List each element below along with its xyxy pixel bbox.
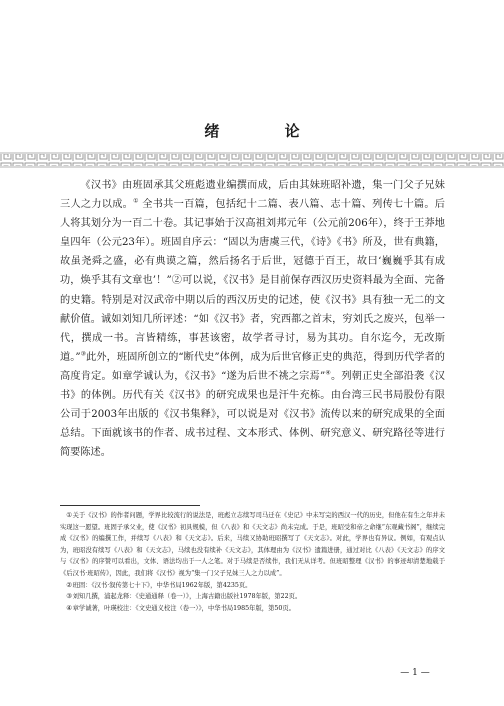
footnote: ③刘知几撰，浦起龙释：《史通通释（卷一）》，上海古籍出版社1978年版，第22页。 (66, 593, 302, 601)
chapter-title: 绪 论 (204, 122, 330, 140)
footnotes (60, 510, 445, 614)
footnote-ref[interactable]: ④ (325, 369, 331, 377)
footnote-divider (60, 505, 200, 506)
body-paragraph: 《汉书》由班固承其父班彪遗业编撰而成，后由其妹班昭补遗，集一门父子兄妹三人之力以成。① 全书共一百篇，包括纪十二篇、表八篇、志十篇、列传七十篇。后人将其划分为一百二十卷。其记事始于汉高祖刘邦元年（公元前206年），终于王莽地皇四年（公元23年）。班固自序云：“固以为唐虞三代，《诗》《书》所及，世有典籍，故虽尧舜之盛，必有典谟之篇，然后扬名于后世，冠德于百王，故曰‘巍巍乎其有成功，焕乎其有文章也’！”②可以说，《汉书》是目前保存西汉历史资料最为全面、完备的史籍。特别是对汉武帝中期以后的西汉历史的记述，使《汉书》具有独一无二的文献价值。诚如刘知几所评述：“如《汉书》者，究西都之首末，穷刘氏之废兴，包举一代，撰成一书。言皆精练，事甚该密，故学者寻讨，易为其功。自尔迄今，无改斯道。”③此外，班固所创立的“断代史”体例，成为后世官修正史的典范，得到历代学者的高度肯定。如章学诚认为，《汉书》“遂为后世不祧之宗焉”④。列朝正史全部沿袭《汉书》的体例。历代有关《汉书》的研究成果也是汗牛充栋。由台湾三民书局股份有限公司于2003年出版的《汉书集释》，可以说是对《汉书》流传以来的研究成果的全面总结。下面就该书的作者、成书过程、文本形式、体例、研究意义、研究路径等进行简要陈述。 (60, 180, 445, 459)
footnote: ①关于《汉书》的作者问题，学界比较流行的说法是，班彪立志续写司马迁在《史记》中未写完的西汉一代的历史，但他在有生之年并未实现这一愿望。班固子承父业，使《汉书》初具规模，但《八表》和《天文志》尚未完成。于是，班昭受和帝之命继“东观藏书阁”，继续完成《汉书》的编撰工作，并续写《八表》和《天文志》。后来，马续又协助班昭撰写了《天文志》。对此，学界也有异议。例如，有观点认为，班昭没有续写《八表》和《天文志》，马续也没有续补《天文志》，其体理由为《汉书》遗篇进册，通过对比《八表》《天文志》的序文与《汉书》的序赞可以看出，文体、语法均出于一人之笔。对于马续是否续作，我们无从详考。但班昭整理《汉书》的事迹却清楚地载于《后汉书·班昭传》，因此，我们将《汉书》视为“集一门父子兄妹三人之力以成”。 (60, 512, 445, 577)
page-number: — 1 — (400, 668, 430, 678)
body-text (60, 176, 445, 462)
decorative-border (0, 150, 504, 170)
footnote: ④章学诚著，叶瑛校注：《文史通义校注（卷一）》，中华书局1985年版，第50页。 (66, 604, 295, 612)
footnote-ref[interactable]: ① (133, 197, 139, 205)
footnote: ②班固：《汉书·叙传第七十下》，中华书局1962年版，第4235页。 (66, 581, 252, 589)
footnote-ref[interactable]: ③ (80, 350, 87, 358)
